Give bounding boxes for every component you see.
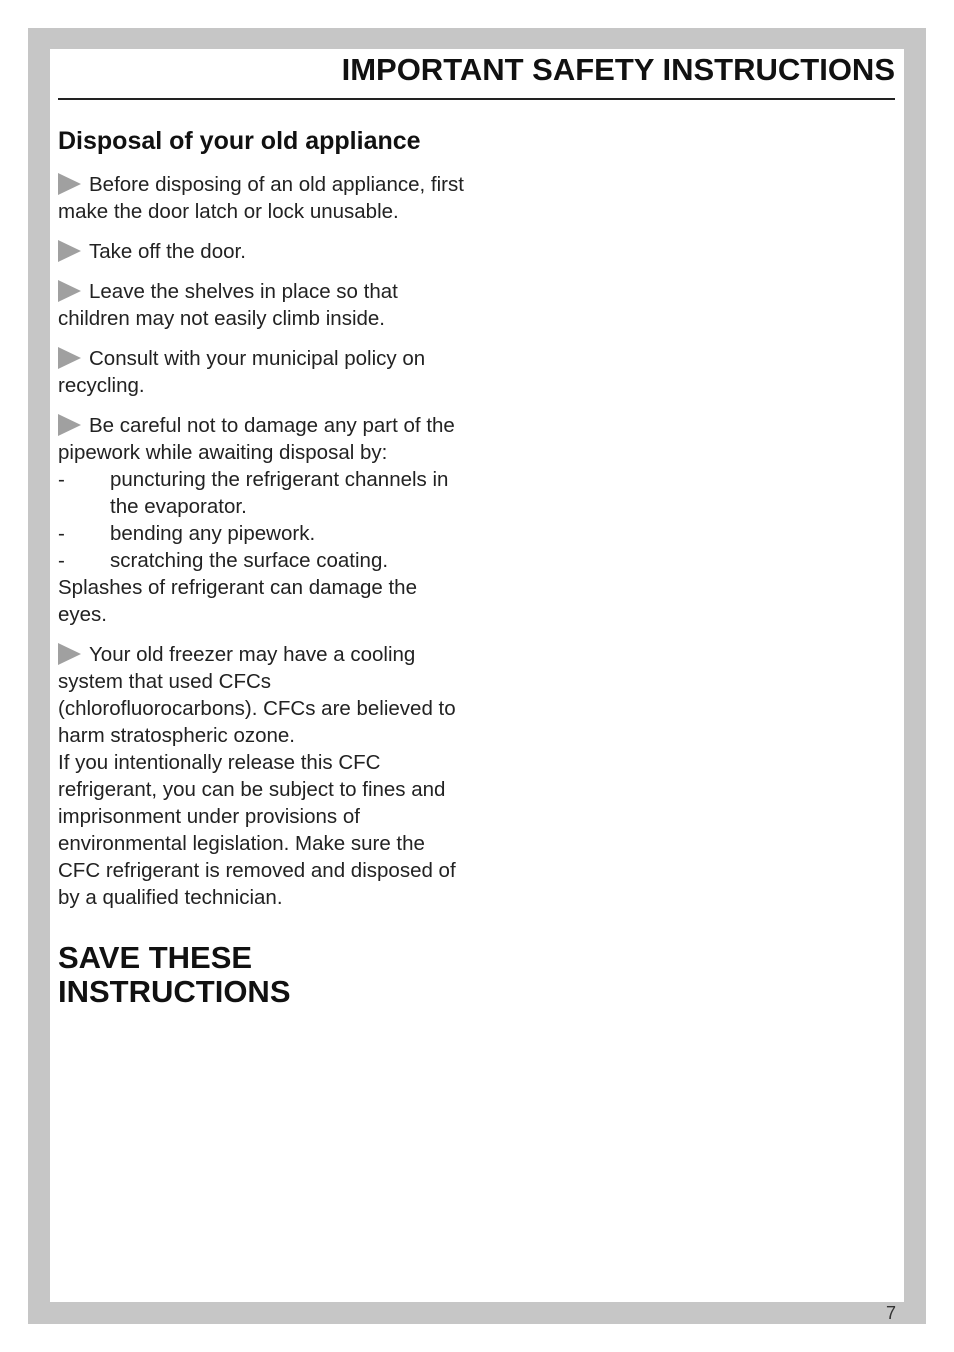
instruction-text: Consult with your municipal policy on recycling. [58,347,426,397]
page-number: 7 [885,1303,896,1323]
cfc-detail: If you intentionally release this CFC refrigerant, you can be subject to fines and imprisonment under provisions of environmental legislation. Make sure the CFC refrigerant is removed and disposed of by a qualified technician. [58,751,456,909]
instruction-item-pipework [58,412,468,628]
instruction-item [58,278,468,332]
dash-marker: - [58,468,65,491]
dash-marker: - [58,522,65,545]
dash-marker: - [58,549,65,572]
page-title: IMPORTANT SAFETY INSTRUCTIONS [341,52,895,87]
dash-list-item [58,520,468,547]
instruction-text: Be careful not to damage any part of the pipework while awaiting disposal by: [58,414,455,464]
instruction-text: Leave the shelves in place so that children may not easily climb inside. [58,280,398,330]
cfc-intro [58,641,468,749]
save-instructions-heading: SAVE THESE INSTRUCTIONS [58,940,291,1009]
header-divider [58,98,895,100]
right-triangle-arrow-icon [58,643,81,665]
right-triangle-arrow-icon [58,240,81,262]
instruction-item-cfc [58,641,468,911]
section-heading: Disposal of your old appliance [58,127,421,155]
right-triangle-arrow-icon [58,347,81,369]
instruction-text: Your old freezer may have a cooling system that used CFCs (chlorofluorocarbons). CFCs are believed to harm stratospheric ozone. [58,643,456,747]
instruction-text: Before disposing of an old appliance, first make the door latch or lock unusable. [58,173,464,223]
dash-list-item [58,547,468,574]
dash-list-item [58,466,468,520]
dash-item-text: puncturing the refrigerant channels in the evaporator. [110,468,449,518]
dash-item-text: bending any pipework. [110,522,316,545]
right-triangle-arrow-icon [58,280,81,302]
instruction-item [58,171,468,225]
instruction-item [58,345,468,399]
instruction-item [58,238,468,265]
dash-item-text: scratching the surface coating. [110,549,389,572]
instruction-text: Take off the door. [89,240,246,263]
right-triangle-arrow-icon [58,414,81,436]
main-content [58,124,468,1009]
pipework-warning: Splashes of refrigerant can damage the eyes. [58,576,417,626]
pipework-intro [58,412,468,466]
right-triangle-arrow-icon [58,173,81,195]
